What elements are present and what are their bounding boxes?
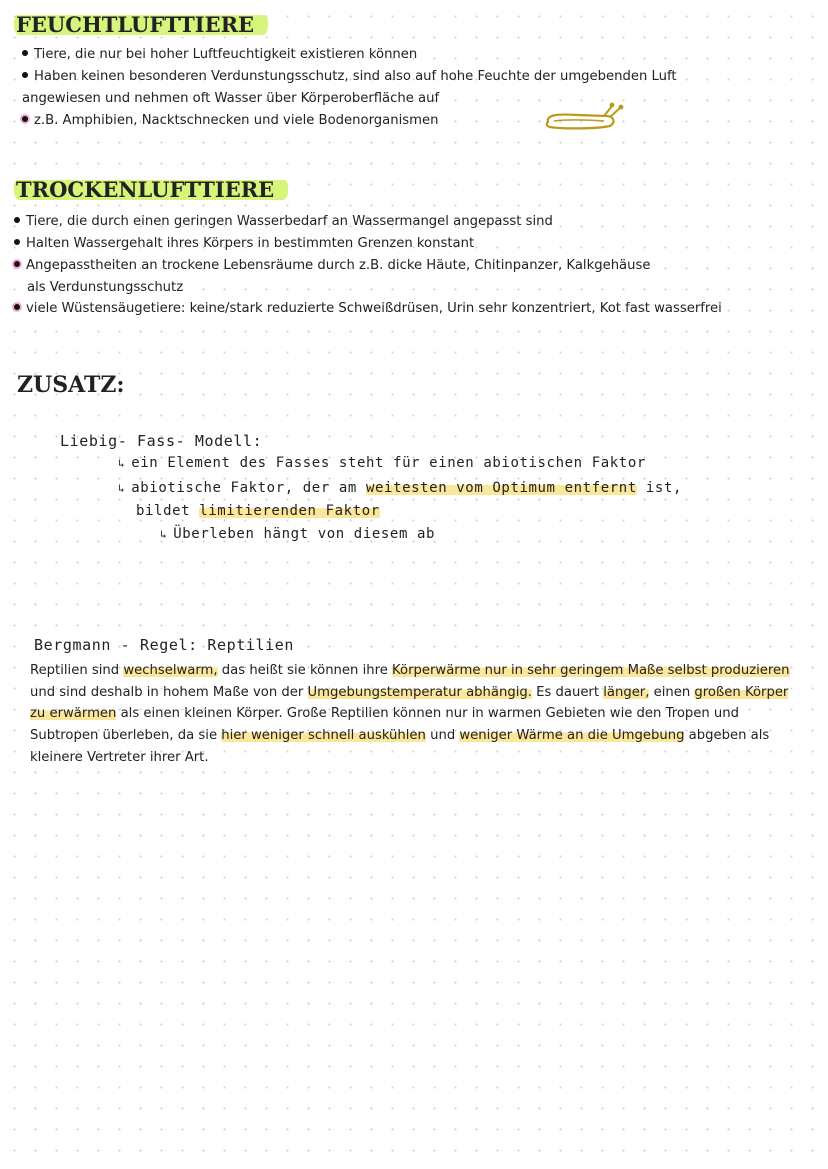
trocken-line-3: Angepasstheiten an trockene Lebensräume durch z.B. dicke Häute, Chitinpanzer, Kalkgehäuse [14,255,650,277]
heading-feuchtlufttiere [14,12,268,37]
highlight-text: großen Körper zu erwärmen [30,684,789,722]
feucht-line-3: angewiesen und nehmen oft Wasser über Körperoberfläche auf [22,91,440,106]
trocken-line-4: als Verdunstungsschutz [27,280,184,295]
liebig-title: Liebig- Fass- Modell: [60,432,263,450]
arrow-icon: ↳ [118,457,126,470]
bullet-icon [14,261,20,267]
bullet-icon [22,116,28,122]
bullet-icon [14,217,20,223]
highlight-text: limitierenden Faktor [199,503,380,519]
arrow-icon: ↳ [160,528,168,541]
feucht-line-1: Tiere, die nur bei hoher Luftfeuchtigkeit existieren können [22,44,417,66]
liebig-line-2: ↳ abiotische Faktor, der am weitesten vom Optimum entfernt ist, [118,480,683,496]
feucht-line-2: Haben keinen besonderen Verdunstungsschutz, sind also auf hohe Feuchte der umgebenden Luft [22,66,677,88]
liebig-line-3: bildet limitierenden Faktor [136,503,380,519]
highlight-text: weniger Wärme an die Umgebung [459,728,685,744]
heading-zusatz: ZUSATZ: [17,372,125,398]
highlight-text: Körperwärme nur in sehr geringem Maße selbst produzieren [392,663,790,678]
bullet-icon [22,72,28,78]
highlight-text: weitesten vom Optimum entfernt [365,480,637,496]
trocken-line-1: Tiere, die durch einen geringen Wasserbedarf an Wassermangel angepasst sind [14,211,553,233]
feucht-line-4: z.B. Amphibien, Nacktschnecken und viele Bodenorganismen [22,110,438,132]
bullet-icon [14,239,20,245]
liebig-line-1: ↳ ein Element des Fasses steht für einen abiotischen Faktor [118,455,646,471]
heading-trockenlufttiere-text: TROCKENLUFTTIERE [14,177,288,202]
liebig-line-4: ↳ Überleben hängt von diesem ab [160,526,436,542]
bullet-icon [22,50,28,56]
trocken-line-5: viele Wüstensäugetiere: keine/stark reduzierte Schweißdrüsen, Urin sehr konzentriert, Kot fast wasserfrei [14,298,722,320]
trocken-line-2: Halten Wassergehalt ihres Körpers in bestimmten Grenzen konstant [14,233,474,255]
heading-feuchtlufttiere-text: FEUCHTLUFTTIERE [14,12,268,37]
bergmann-title: Bergmann - Regel: Reptilien [34,636,295,654]
bullet-icon [14,304,20,310]
highlight-text: Umgebungstemperatur abhängig. [307,684,532,700]
highlight-text: hier weniger schnell auskühlen [221,728,426,744]
highlight-text: länger, [603,684,650,700]
highlight-text: wechselwarm, [123,663,218,678]
arrow-icon: ↳ [118,482,126,495]
slug-doodle-icon [540,100,630,136]
bergmann-paragraph: Reptilien sind wechselwarm, das heißt sie können ihre Körperwärme nur in sehr geringem Maße selbst produzieren und sind deshalb in hohem Maße von der Umgebungstemperatur abhängig. Es dauert länger, einen großen Körper zu erwärmen als einen kleinen Körper. Große Reptilien können nur in warmen Gebieten wie den Tropen und Subtropen überleben, da sie hier weniger schnell auskühlen und weniger Wärme an die Umgebung abgeben als kleinere Vertreter ihrer Art. [30,663,790,765]
heading-trockenlufttiere [14,177,288,202]
